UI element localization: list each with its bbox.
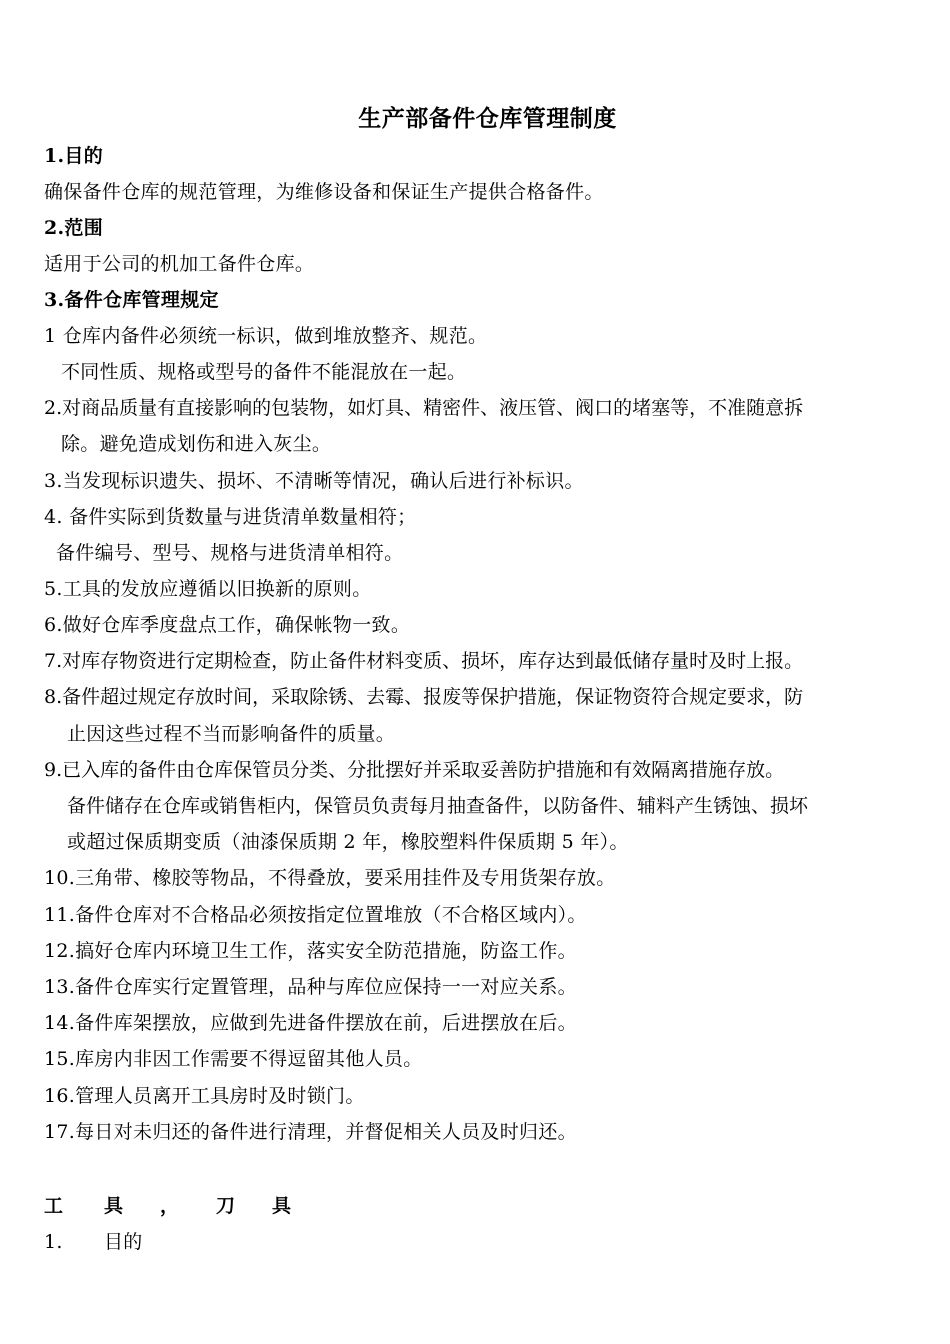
item-number: 1. [44, 1231, 63, 1253]
scope-heading: 2.范围 [44, 217, 104, 239]
rule-item: 9.已入库的备件由仓库保管员分类、分批摆好并采取妥善防护措施和有效隔离措施存放。 [44, 759, 785, 781]
item-text: 目的 [104, 1231, 143, 1253]
rule-item: 8.备件超过规定存放时间，采取除锈、去霉、报废等保护措施，保证物资符合规定要求，防 [44, 686, 804, 708]
rule-item: 13.备件仓库实行定置管理，品种与库位应保持一一对应关系。 [44, 976, 577, 998]
scope-text: 适用于公司的机加工备件仓库。 [44, 253, 315, 275]
heading-char: 具 [272, 1195, 292, 1217]
rule-item: 3.当发现标识遗失、损坏、不清晰等情况，确认后进行补标识。 [44, 470, 584, 492]
rule-item: 16.管理人员离开工具房时及时锁门。 [44, 1085, 365, 1107]
rule-item: 5.工具的发放应遵循以旧换新的原则。 [44, 578, 372, 600]
rule-item: 15.库房内非因工作需要不得逗留其他人员。 [44, 1048, 423, 1070]
rule-item-continuation: 或超过保质期变质（油漆保质期 2 年，橡胶塑料件保质期 5 年）。 [67, 831, 629, 853]
rule-item: 11.备件仓库对不合格品必须按指定位置堆放（不合格区域内）。 [44, 904, 587, 926]
heading-char: 具 [104, 1195, 124, 1217]
heading-char: 工 [44, 1195, 64, 1217]
rule-item-continuation: 不同性质、规格或型号的备件不能混放在一起。 [61, 361, 467, 383]
rule-item: 2.对商品质量有直接影响的包装物，如灯具、精密件、液压管、阀口的堵塞等，不准随意拆 [44, 397, 804, 419]
heading-char: ， [160, 1195, 180, 1217]
purpose-heading: 1.目的 [44, 145, 104, 167]
rule-item: 1 仓库内备件必须统一标识，做到堆放整齐、规范。 [44, 325, 488, 347]
rules-heading: 3.备件仓库管理规定 [44, 289, 219, 311]
rule-item: 4. 备件实际到货数量与进货清单数量相符； [44, 506, 417, 528]
rule-item-continuation: 除。避免造成划伤和进入灰尘。 [61, 433, 332, 455]
rule-item: 12.搞好仓库内环境卫生工作，落实安全防范措施，防盗工作。 [44, 940, 577, 962]
heading-char: 刀 [216, 1195, 236, 1217]
rule-item: 7.对库存物资进行定期检查，防止备件材料变质、损坏，库存达到最低储存量时及时上报。 [44, 650, 804, 672]
rule-item: 14.备件库架摆放，应做到先进备件摆放在前，后进摆放在后。 [44, 1012, 577, 1034]
rule-item-continuation: 止因这些过程不当而影响备件的质量。 [67, 723, 396, 745]
tools-section-heading [44, 1188, 302, 1224]
rule-item: 10.三角带、橡胶等物品，不得叠放，要采用挂件及专用货架存放。 [44, 867, 616, 889]
purpose-text: 确保备件仓库的规范管理，为维修设备和保证生产提供合格备件。 [44, 181, 604, 203]
rule-item: 6.做好仓库季度盘点工作，确保帐物一致。 [44, 614, 411, 636]
rule-item-continuation: 备件储存在仓库或销售柜内，保管员负责每月抽查备件，以防备件、辅料产生锈蚀、损坏 [67, 795, 809, 817]
rule-item: 17.每日对未归还的备件进行清理，并督促相关人员及时归还。 [44, 1121, 577, 1143]
rule-item-continuation: 备件编号、型号、规格与进货清单相符。 [56, 542, 404, 564]
tools-purpose-item [44, 1224, 143, 1260]
document-title: 生产部备件仓库管理制度 [358, 105, 617, 132]
